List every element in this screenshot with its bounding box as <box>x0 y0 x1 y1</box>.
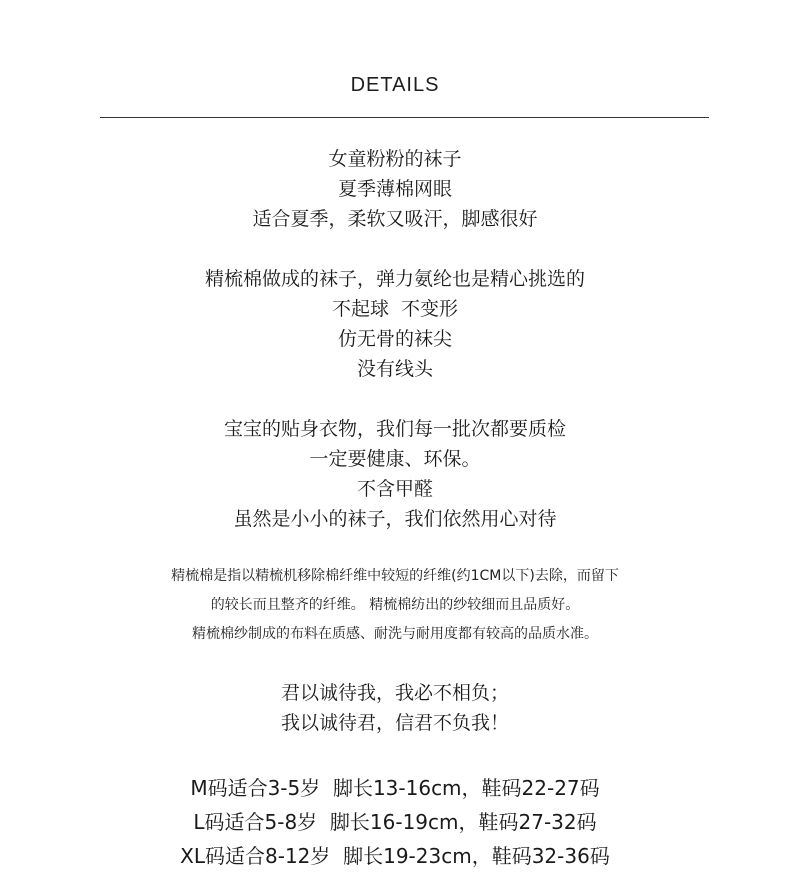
title-divider <box>100 117 709 118</box>
material-line: 不起球 不变形 <box>331 298 459 320</box>
intro-line: 适合夏季，柔软又吸汗，脚感很好 <box>252 208 538 230</box>
motto-line: 君以诚待我，我必不相负； <box>280 682 509 704</box>
note-line: 精梳棉纱制成的布料在质感、耐洗与耐用度都有较高的品质水准。 <box>192 626 598 642</box>
combed-cotton-note <box>0 562 790 649</box>
details-title: DETAILS <box>350 74 440 96</box>
quality-line: 虽然是小小的袜子，我们依然用心对待 <box>233 508 557 530</box>
quality-line: 一定要健康、环保。 <box>309 448 481 470</box>
size-row-xl: XL码适合8-12岁 脚长19-23cm，鞋码32-36码 <box>180 844 610 868</box>
material-paragraph <box>0 264 790 384</box>
motto-paragraph <box>0 678 790 738</box>
material-line: 精梳棉做成的袜子，弹力氨纶也是精心挑选的 <box>204 268 585 290</box>
material-line: 仿无骨的袜尖 <box>337 328 452 350</box>
intro-line: 女童粉粉的袜子 <box>328 148 462 170</box>
intro-line: 夏季薄棉网眼 <box>337 178 452 200</box>
quality-line: 不含甲醛 <box>356 478 433 500</box>
quality-line: 宝宝的贴身衣物，我们每一批次都要质检 <box>223 418 566 440</box>
size-row-m: M码适合3-5岁 脚长13-16cm，鞋码22-27码 <box>190 776 600 800</box>
note-line: 的较长而且整齐的纤维。 精梳棉纺出的纱较细而且品质好。 <box>210 597 580 613</box>
motto-line: 我以诚待君，信君不负我！ <box>280 712 509 734</box>
material-line: 没有线头 <box>356 358 433 380</box>
size-row-l: L码适合5-8岁 脚长16-19cm，鞋码27-32码 <box>193 810 597 834</box>
intro-paragraph <box>0 144 790 234</box>
size-chart <box>0 771 790 873</box>
quality-paragraph <box>0 414 790 534</box>
note-line: 精梳棉是指以精梳机移除棉纤维中较短的纤维(约1CM以下)去除，而留下 <box>171 568 619 584</box>
